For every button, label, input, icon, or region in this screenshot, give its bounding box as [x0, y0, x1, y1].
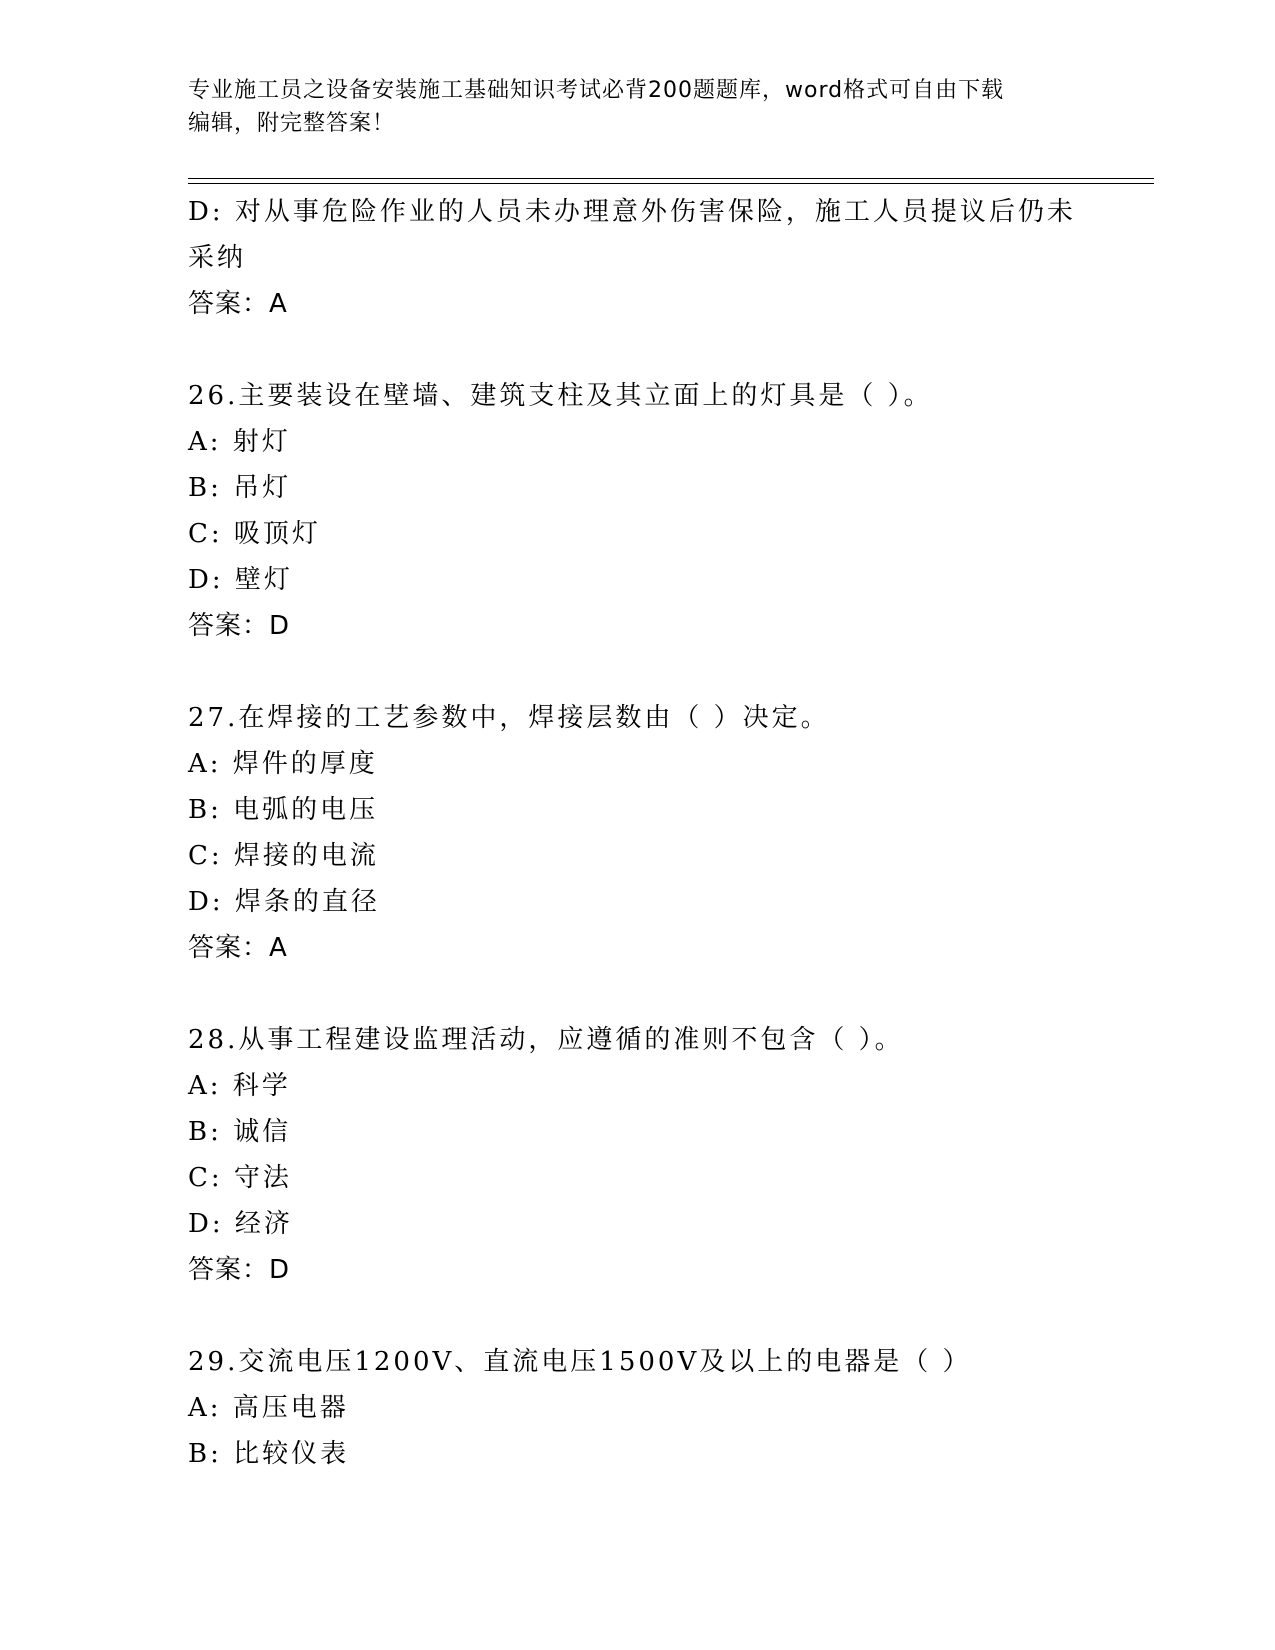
- question-stem: 27.在焊接的工艺参数中，焊接层数由（ ）决定。: [188, 703, 830, 733]
- question-29: [188, 1339, 1088, 1477]
- answer-line: 答案：D: [188, 611, 291, 641]
- option-a: A: 焊件的厚度: [188, 749, 378, 779]
- question-26: [188, 373, 1088, 649]
- question-stem: 26.主要装设在壁墙、建筑支柱及其立面上的灯具是（ ）。: [188, 381, 933, 411]
- document-header: [188, 74, 1088, 140]
- option-d-continued: 采纳: [188, 243, 247, 273]
- header-line-1: 专业施工员之设备安装施工基础知识考试必背200题题库，word格式可自由下载: [188, 78, 1005, 103]
- option-d: D: 对从事危险作业的人员未办理意外伤害保险，施工人员提议后仍未: [188, 197, 1076, 227]
- option-a: A: 高压电器: [188, 1393, 349, 1423]
- header-divider-top: [188, 178, 1154, 179]
- option-c: C: 吸顶灯: [188, 519, 321, 549]
- answer-line: 答案：A: [188, 289, 288, 319]
- question-28: [188, 1017, 1088, 1293]
- option-c: C: 焊接的电流: [188, 841, 379, 871]
- header-line-2: 编辑，附完整答案！: [188, 111, 396, 136]
- option-b: B: 诚信: [188, 1117, 292, 1147]
- option-b: B: 吊灯: [188, 473, 292, 503]
- option-a: A: 科学: [188, 1071, 291, 1101]
- answer-line: 答案：D: [188, 1255, 291, 1285]
- answer-line: 答案：A: [188, 933, 288, 963]
- question-27: [188, 695, 1088, 971]
- question-stem: 28.从事工程建设监理活动，应遵循的准则不包含（ ）。: [188, 1025, 904, 1055]
- option-d: D: 壁灯: [188, 565, 293, 595]
- option-b: B: 比较仪表: [188, 1439, 350, 1469]
- question-stem: 29.交流电压1200V、直流电压1500V及以上的电器是（ ）: [188, 1347, 972, 1377]
- option-d: D: 经济: [188, 1209, 293, 1239]
- option-b: B: 电弧的电压: [188, 795, 379, 825]
- option-c: C: 守法: [188, 1163, 292, 1193]
- option-a: A: 射灯: [188, 427, 291, 457]
- option-d: D: 焊条的直径: [188, 887, 380, 917]
- previous-question-tail: [188, 189, 1088, 327]
- header-divider-bottom: [188, 183, 1154, 184]
- question-list: [188, 189, 1088, 1477]
